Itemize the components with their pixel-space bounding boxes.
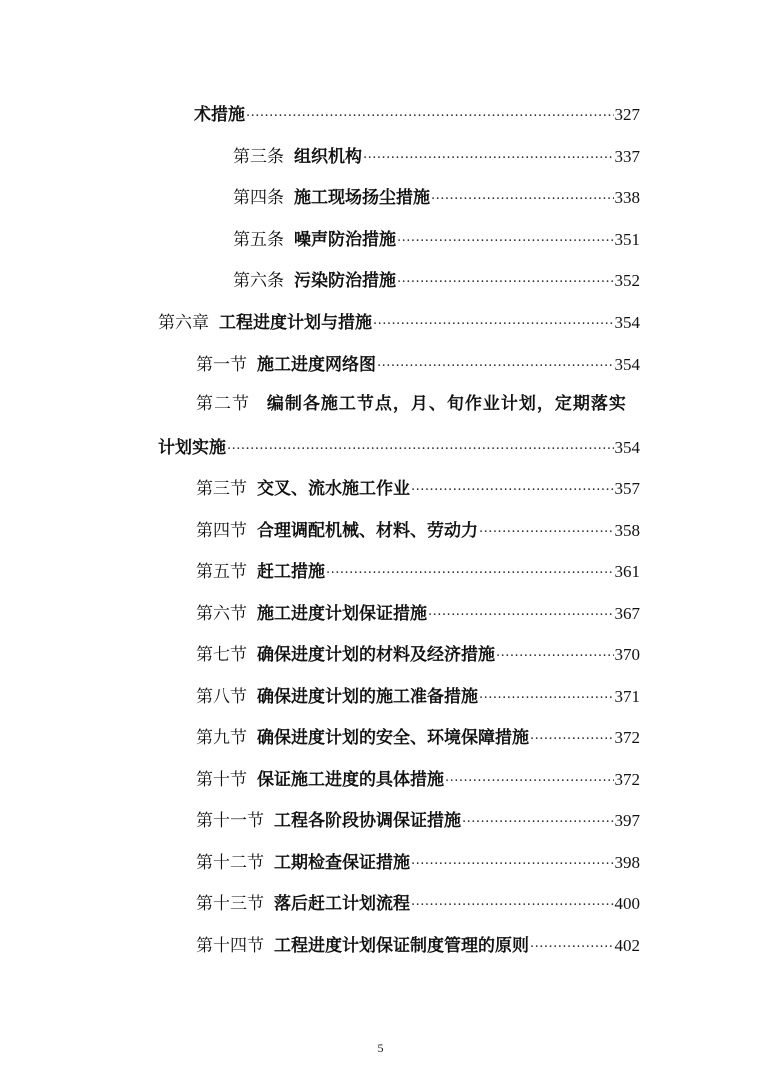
toc-entry-number: 第十二节 — [196, 853, 264, 873]
toc-entry-number: 第六节 — [196, 604, 247, 624]
toc-entry[interactable] — [194, 97, 640, 127]
toc-entry-number: 第十三节 — [196, 894, 264, 914]
toc-entry-page: 351 — [614, 230, 640, 249]
toc-entry[interactable] — [196, 803, 640, 833]
toc-entry-page: 327 — [614, 105, 640, 124]
toc-entry-title: 施工进度计划保证措施 — [257, 604, 427, 624]
toc-entry-page: 354 — [614, 355, 640, 374]
toc-entry-title: 落后赶工计划流程 — [274, 894, 410, 914]
dot-leader — [397, 228, 614, 252]
dot-leader — [326, 560, 614, 584]
toc-entry-title: 工程进度计划保证制度管理的原则 — [274, 936, 529, 956]
toc-entry-number: 第十节 — [196, 770, 247, 790]
dot-leader — [431, 186, 614, 210]
toc-entry-number: 第五条 — [233, 230, 284, 250]
dot-leader — [397, 269, 614, 293]
toc-entry-title: 工程进度计划与措施 — [219, 313, 372, 333]
dot-leader — [363, 145, 614, 169]
toc-entry-title: 污染防治措施 — [294, 271, 396, 291]
dot-leader — [411, 892, 614, 916]
toc-entry-number: 第十四节 — [196, 936, 264, 956]
toc-entry-page: 357 — [614, 479, 640, 498]
toc-entry[interactable] — [196, 845, 640, 875]
toc-entry-page: 358 — [614, 521, 640, 540]
toc-entry-page: 352 — [614, 271, 640, 290]
dot-leader — [373, 311, 614, 335]
toc-entry-page: 398 — [614, 853, 640, 872]
toc-entry-title: 确保进度计划的安全、环境保障措施 — [257, 728, 529, 748]
toc-entry-chapter[interactable] — [158, 305, 640, 335]
toc-entry-wrapped-second-line[interactable] — [158, 430, 640, 460]
toc-entry[interactable] — [196, 720, 640, 750]
toc-entry-title: 工期检查保证措施 — [274, 853, 410, 873]
toc-entry-title: 确保进度计划的施工准备措施 — [257, 687, 478, 707]
toc-entry[interactable] — [233, 263, 640, 293]
dot-leader — [530, 726, 614, 750]
toc-entry-title: 赶工措施 — [257, 562, 325, 582]
toc-entry-title: 合理调配机械、材料、劳动力 — [257, 521, 478, 541]
toc-entry[interactable] — [196, 596, 640, 626]
toc-entry-number: 第七节 — [196, 645, 247, 665]
toc-entry[interactable] — [233, 139, 640, 169]
toc-entry-page: 372 — [614, 728, 640, 747]
dot-leader — [530, 934, 614, 958]
toc-entry-number: 第一节 — [196, 355, 247, 375]
toc-entry-number: 第六条 — [233, 271, 284, 291]
dot-leader — [428, 602, 614, 626]
dot-leader — [496, 643, 614, 667]
toc-entry-number: 第二节 — [196, 394, 250, 414]
toc-entry-page: 370 — [614, 645, 640, 664]
toc-entry[interactable] — [196, 471, 640, 501]
toc-entry-number: 第八节 — [196, 687, 247, 707]
toc-entry-title: 计划实施 — [158, 438, 226, 458]
dot-leader — [462, 809, 614, 833]
toc-entry[interactable] — [196, 554, 640, 584]
dot-leader — [411, 477, 614, 501]
toc-entry-number: 第四条 — [233, 188, 284, 208]
toc-entry-page: 337 — [614, 147, 640, 166]
toc-entry-title: 编制各施工节点，月、旬作业计划，定期落实 — [266, 394, 627, 414]
toc-entry-title: 施工现场扬尘措施 — [294, 188, 430, 208]
toc-entry[interactable] — [196, 513, 640, 543]
toc-entry-title: 组织机构 — [294, 147, 362, 167]
toc-entry[interactable] — [196, 928, 640, 958]
toc-entry-title: 交叉、流水施工作业 — [257, 479, 410, 499]
toc-entry[interactable] — [196, 762, 640, 792]
toc-entry-page: 338 — [614, 188, 640, 207]
toc-entry-page: 402 — [614, 936, 640, 955]
toc-entry-number: 第五节 — [196, 562, 247, 582]
dot-leader — [479, 519, 614, 543]
toc-entry-number: 第六章 — [158, 313, 209, 333]
toc-entry-number: 第十一节 — [196, 811, 264, 831]
dot-leader — [227, 436, 614, 460]
toc-entry-title: 确保进度计划的材料及经济措施 — [257, 645, 495, 665]
toc-entry-page: 354 — [614, 438, 640, 457]
dot-leader — [445, 768, 614, 792]
toc-entry-page: 372 — [614, 770, 640, 789]
toc-entry-page: 400 — [614, 894, 640, 913]
toc-entry-title: 保证施工进度的具体措施 — [257, 770, 444, 790]
dot-leader — [246, 103, 614, 127]
toc-entry-page: 354 — [614, 313, 640, 332]
toc-entry[interactable] — [196, 637, 640, 667]
dot-leader — [377, 353, 614, 377]
toc-entry[interactable] — [233, 222, 640, 252]
toc-entry-number: 第九节 — [196, 728, 247, 748]
toc-entry-page: 367 — [614, 604, 640, 623]
toc-entry[interactable] — [196, 679, 640, 709]
toc-entry-title: 噪声防治措施 — [294, 230, 396, 250]
toc-entry[interactable] — [196, 886, 640, 916]
toc-entry-page: 371 — [614, 687, 640, 706]
dot-leader — [411, 851, 614, 875]
toc-entry[interactable] — [233, 180, 640, 210]
page-number: 5 — [377, 1041, 384, 1055]
toc-entry-title: 术措施 — [194, 105, 245, 125]
toc-entry-number: 第四节 — [196, 521, 247, 541]
toc-entry-page: 361 — [614, 562, 640, 581]
dot-leader — [479, 685, 614, 709]
toc-entry[interactable] — [196, 347, 640, 377]
toc-entry-wrapped-first-line[interactable] — [196, 392, 627, 416]
toc-entry-number: 第三条 — [233, 147, 284, 167]
toc-entry-number: 第三节 — [196, 479, 247, 499]
toc-entry-title: 施工进度网络图 — [257, 355, 376, 375]
toc-entry-page: 397 — [614, 811, 640, 830]
toc-entry-title: 工程各阶段协调保证措施 — [274, 811, 461, 831]
